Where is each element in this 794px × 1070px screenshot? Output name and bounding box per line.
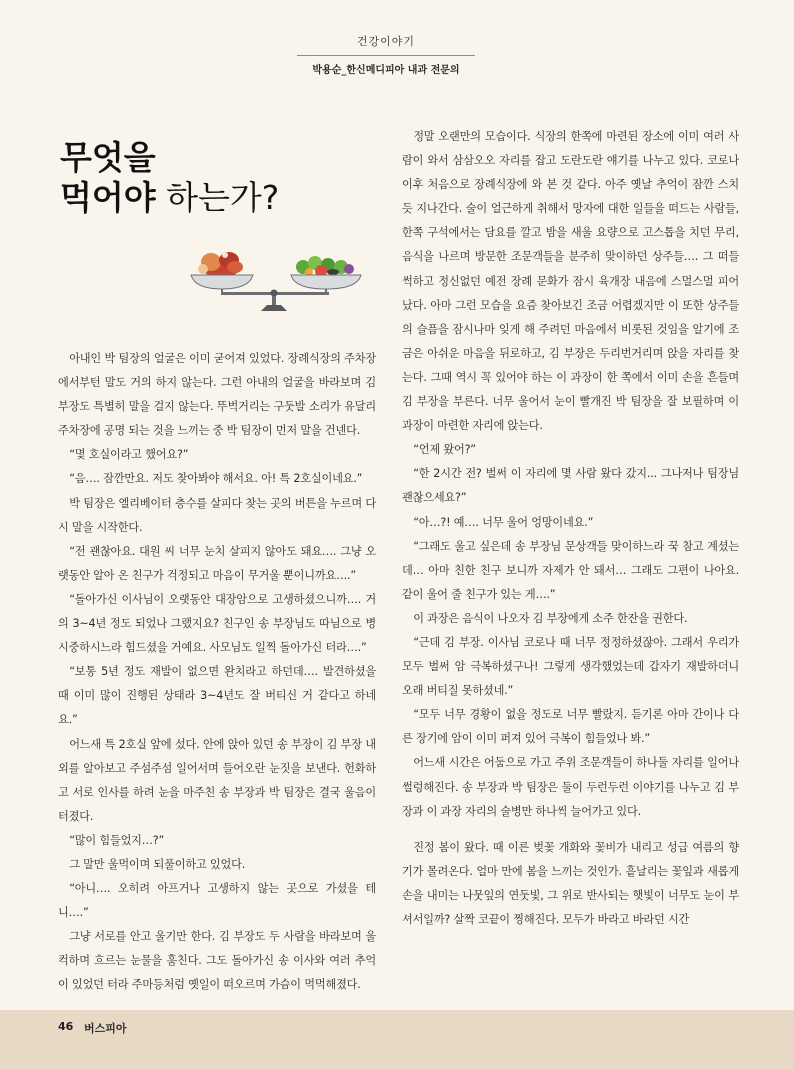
paragraph: 진정 봄이 왔다. 때 이른 벚꽃 개화와 꽃비가 내리고 성급 여름의 향기가 몰려온다. 얼마 만에 봄을 느끼는 것인가. 흩날리는 꽃잎과 새롭게 손을 내미는 나뭇잎의 연둣빛, 그 위로 반사되는 햇빛이 너무도 눈이 부셔서일까? 살짝 코끝이 찡해진다. 모두가 바라고 바라던 시간 (402, 840, 739, 926)
paragraph: “언제 왔어?” (413, 443, 476, 457)
paragraph: “몇 호실이라고 했어요?” (69, 448, 189, 462)
title-line-1 (60, 138, 279, 178)
paragraph: “아니…. 오히려 아프거나 고생하지 않는 곳으로 가셨을 테니….” (58, 882, 376, 920)
left-column (58, 347, 376, 998)
paragraph: “근데 김 부장. 이사님 코로나 때 너무 정정하셨잖아. 그래서 우리가 모두 벌써 암 극복하셨구나! 그렇게 생각했었는데 갑자기 재발하더니 오래 버티질 못하셨네.” (402, 635, 739, 698)
paragraph: “전 괜찮아요. 대원 씨 너무 눈치 살피지 않아도 돼요…. 그냥 오랫동안 알아 온 친구가 걱정되고 마음이 무거울 뿐이니까요….” (58, 544, 376, 582)
paragraph: 아내인 박 팀장의 얼굴은 이미 굳어져 있었다. 장례식장의 주차장에서부턴 말도 거의 하지 않는다. 그런 아내의 얼굴을 바라보며 김 부장도 특별히 말을 걸지 않는다. 뚜벅거리는 구둣발 소리가 유달리 주차장에 공명 되는 것을 느끼는 중 박 팀장이 먼저 말을 건넨다. (58, 352, 376, 438)
page-footer (0, 1010, 794, 1070)
page-header (297, 33, 475, 76)
vegetable-icon (296, 256, 354, 277)
paragraph: 그 말만 울먹이며 되풀이하고 있었다. (69, 857, 246, 871)
right-column (402, 125, 739, 932)
paragraph: 어느새 특 2호실 앞에 섰다. 안에 앉아 있던 송 부장이 김 부장 내외를 알아보고 주섬주섬 일어서며 들어오란 눈짓을 보낸다. 헌화하고 서로 인사를 하려 눈을 마주친 송 부장과 박 팀장은 결국 울음이 터졌다. (58, 737, 376, 823)
paragraph: “음…. 잠깐만요. 저도 찾아봐야 해서요. 아! 특 2호실이네요.” (69, 472, 363, 486)
article-title (60, 138, 279, 219)
page-number: 46 (58, 1020, 74, 1033)
author-byline: 박용순_한신메디피아 내과 전문의 (312, 65, 460, 76)
paragraph: 어느새 시간은 어둠으로 가고 주위 조문객들이 하나둘 자리를 일어나 썰렁해진다. 송 부장과 박 팀장은 둘이 두런두런 이야기를 나누고 김 부장과 이 과장 자리의 술병만 하나씩 늘어가고 있다. (402, 756, 739, 818)
paragraph: “보통 5년 정도 재발이 없으면 완치라고 하던데…. 발견하셨을 때 이미 많이 진행된 상태라 3~4년도 잘 버티신 거 같다고 하네요.” (58, 665, 376, 727)
paragraph: 이 과장은 음식이 나오자 김 부장에게 소주 한잔을 권한다. (413, 611, 688, 625)
paragraph: “모두 너무 경황이 없을 정도로 너무 빨랐지. 듣기론 아마 간이나 다른 장기에 암이 이미 퍼져 있어 극복이 힘들었나 봐.” (402, 708, 739, 746)
paragraph: “아…?! 예…. 너무 울어 엉망이네요.” (413, 515, 594, 529)
meat-icon (198, 252, 243, 277)
magazine-name: 버스피아 (84, 1022, 127, 1035)
paragraph: “그래도 울고 싶은데 송 부장님 문상객들 맞이하느라 꾹 참고 계셨는데… 아마 친한 친구 보니까 자제가 안 돼서… 그래도 그편이 나아요. 같이 울어 줄 친구가 있는 게….” (402, 539, 739, 601)
header-divider (297, 55, 475, 56)
paragraph: “돌아가신 이사님이 오랫동안 대장암으로 고생하셨으니까…. 거의 3~4년 정도 되었나 그랬지요? 친구인 송 부장님도 따님으로 병시중하시느라 힘드셨을 거예요. 사모님도 일찍 돌아가신 터라….” (58, 592, 376, 655)
paragraph: “많이 힘들었지…?” (69, 833, 165, 847)
paragraph: “한 2시간 전? 벌써 이 자리에 몇 사람 왔다 갔지... 그나저나 팀장님 괜찮으세요?” (402, 467, 739, 505)
balance-scale-icon (183, 245, 373, 315)
paragraph: 그냥 서로를 안고 울기만 한다. 김 부장도 두 사람을 바라보며 울컥하며 흐르는 눈물을 훔친다. 그도 돌아가신 송 이사와 여러 추억이 있었던 터라 주마등처럼 옛일이 떠오르며 가슴이 먹먹해졌다. (58, 930, 376, 992)
paragraph: 박 팀장은 엘리베이터 층수를 살피다 찾는 곳의 버튼을 누르며 다시 말을 시작한다. (58, 496, 376, 534)
title-word-eat: 먹어야 (60, 178, 156, 218)
title-line-2 (60, 178, 279, 218)
section-label: 건강이야기 (356, 35, 416, 48)
title-word-what: 무엇을 (60, 138, 156, 177)
title-rest: 하는가? (155, 178, 280, 218)
paragraph: 정말 오랜만의 모습이다. 식장의 한쪽에 마련된 장소에 이미 여러 사람이 와서 삼삼오오 자리를 잡고 도란도란 얘기를 나누고 있다. 코로나 이후 처음으로 장례식장에 와 본 것 같다. 아주 옛날 추억이 잠깐 스치듯 지나간다. 술이 얼근하게 취해서 망자에 대한 일들을 떠드는 사람들, 한쪽 구석에서는 담요를 깔고 밤을 새울 요량으로 고스톱을 치던 무리, 음식을 나르며 방문한 조문객들을 분주히 맞이하던 상주들…. 그 떠들썩하고 정신없던 예전 장례 문화가 잠시 육개장 내음에 스멀스멀 피어났다. 아마 그런 모습을 요즘 찾아보긴 조금 어렵겠지만 이 또한 상주들의 슬픔을 잠시나마 잊게 해 주려던 마음에서 비롯된 것임을 알기에 조금은 아쉬운 마음을 뒤로하고, 김 부장은 두리번거리며 앉을 자리를 찾는다. 그때 역시 꼭 있어야 하는 이 과장이 한 쪽에서 이미 손을 흔들며 김 부장을 부른다. 너무 울어서 눈이 빨개진 박 팀장을 잘 보필하며 이 과장이 마련한 자리에 앉는다. (402, 130, 739, 433)
